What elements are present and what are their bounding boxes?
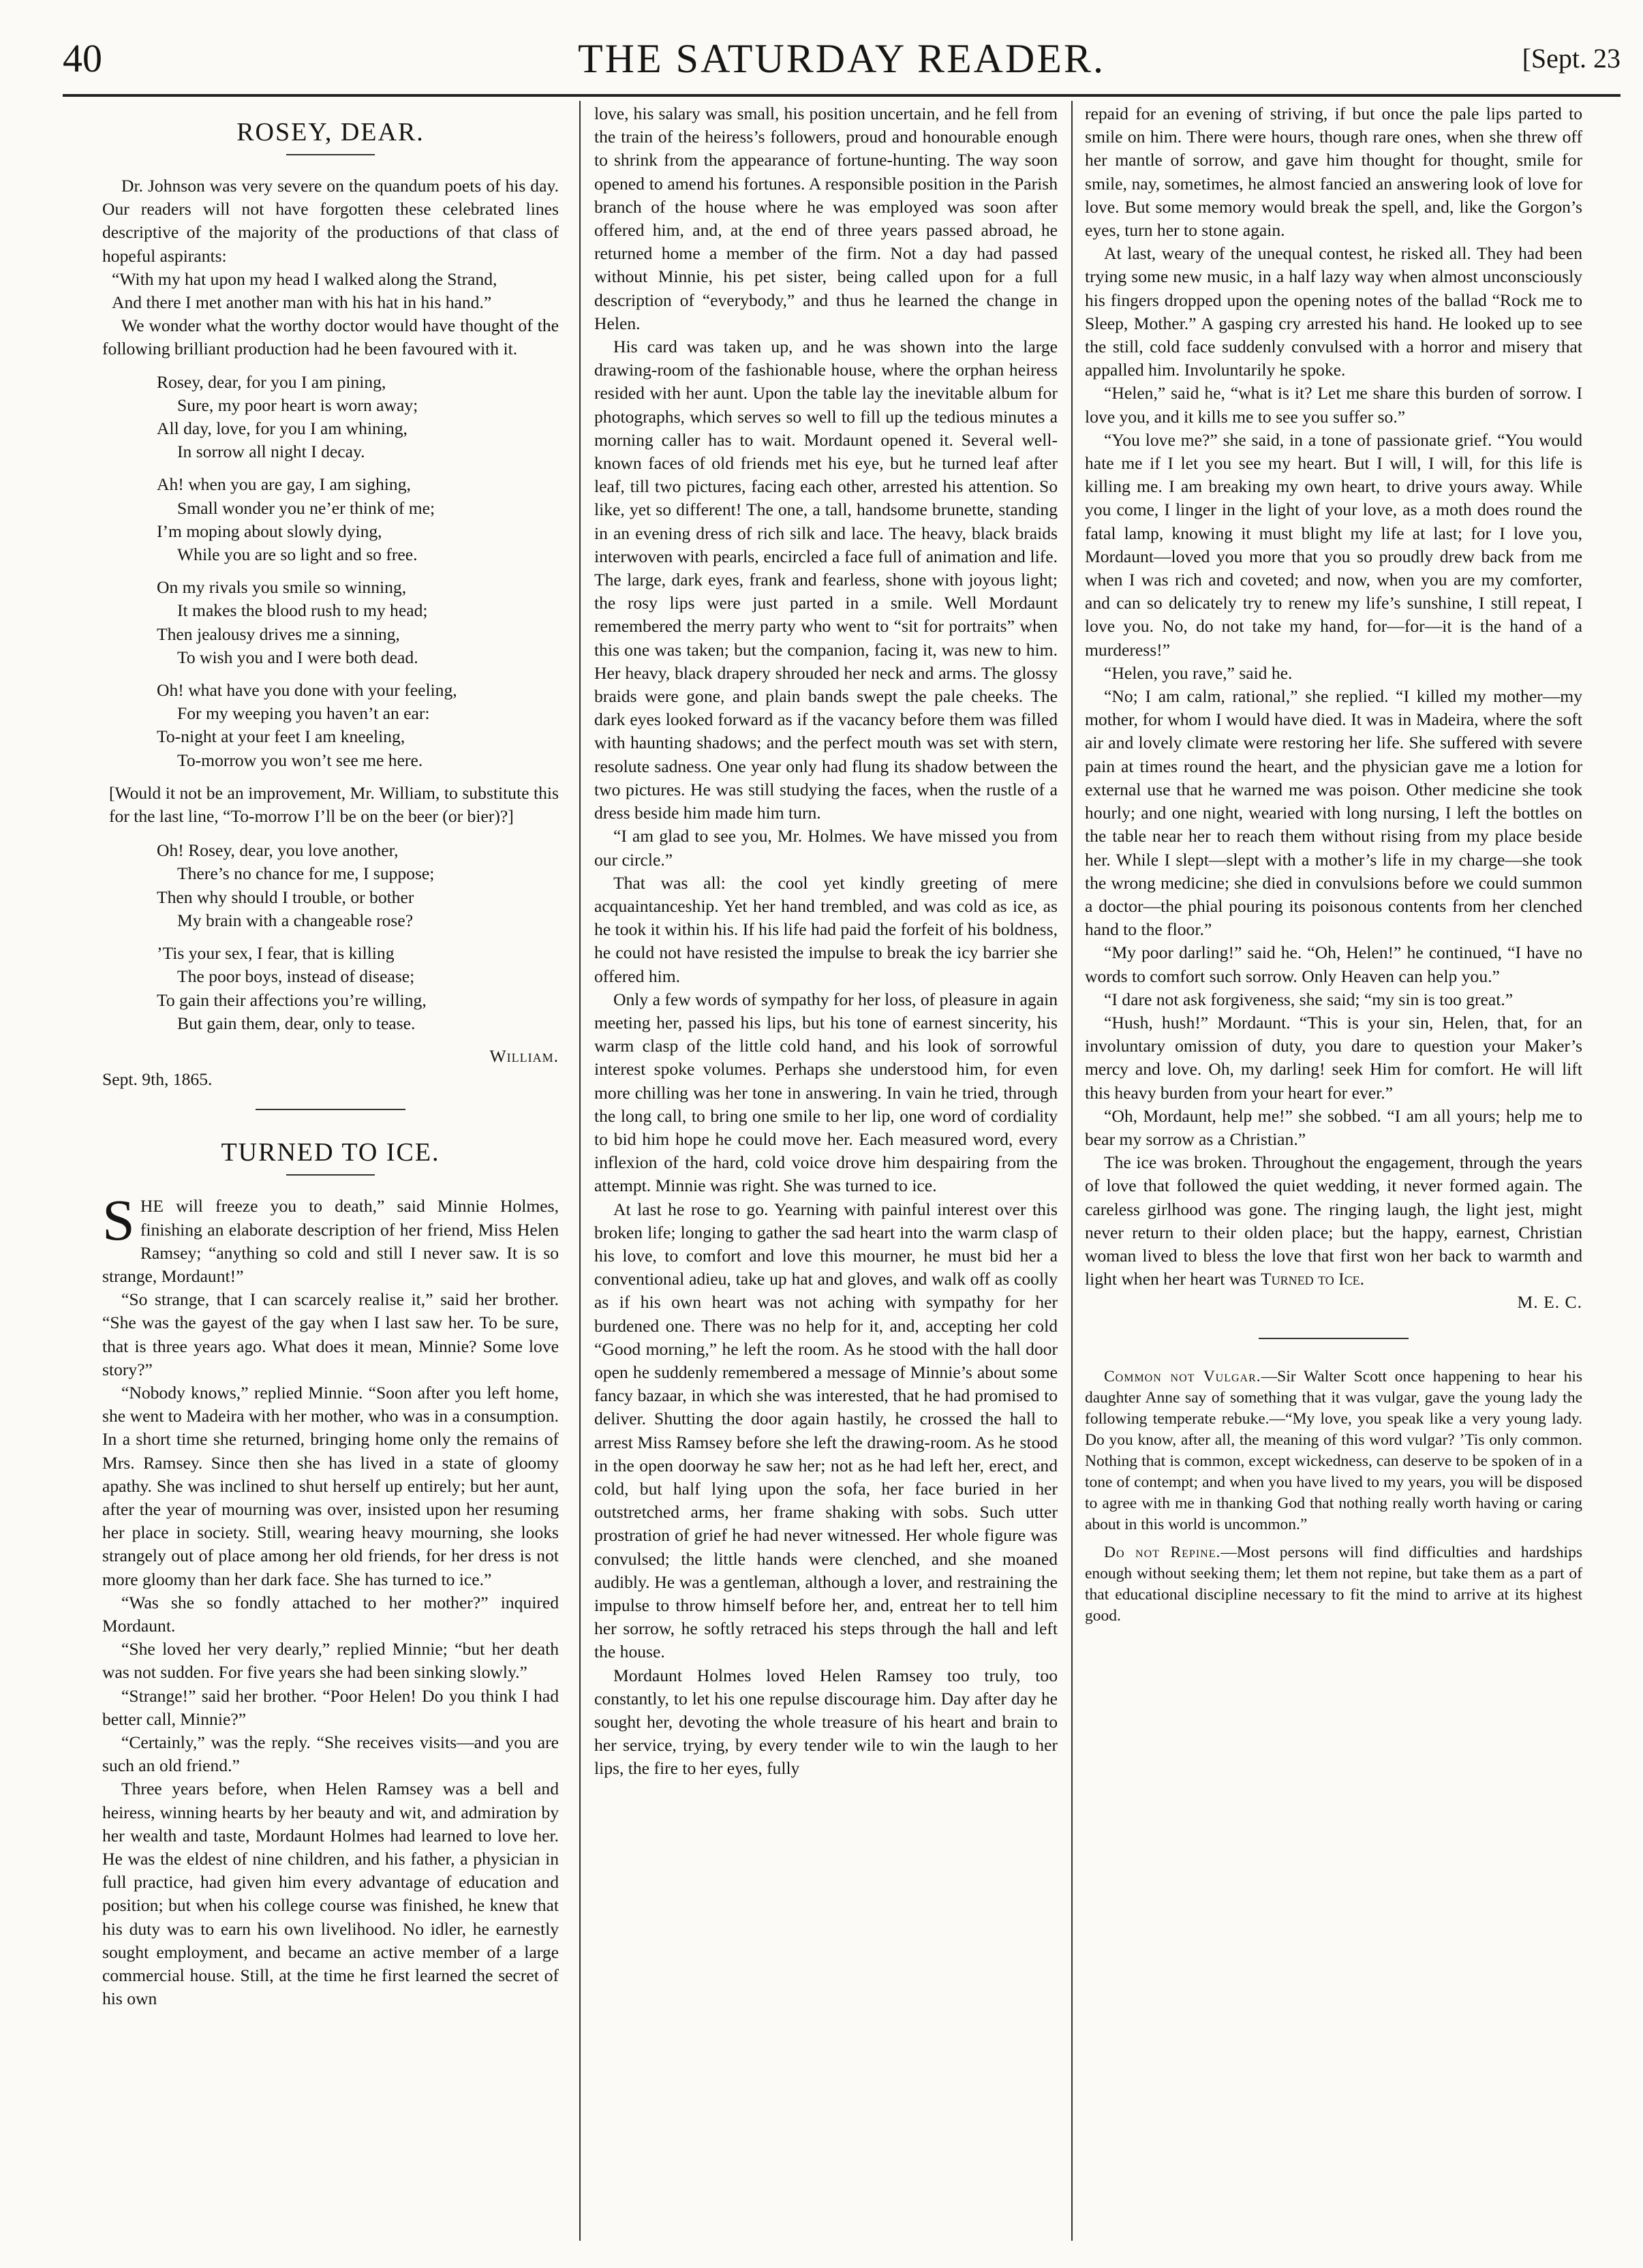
poem-stanza	[157, 839, 559, 932]
story-paragraph: Only a few words of sympathy for her loss, of pleasure in again meeting her, passed his lips, but his tone of earnest sincerity, his warm clasp of the little cold hand, and his look of sorrowful interest spoke volumes. Perhaps she understood him, for even more chilling was her tone in answering. In vain he tried, through the long call, to bring one smile to her lip, one word of cordiality to bid him hope he could move her. Each measured word, every inflexion of the hard, cold voice drove him despairing from the attempt. Minnie was right. She was turned to ice.	[594, 989, 1058, 1196]
poem-line: Sure, my poor heart is worn away;	[177, 395, 418, 415]
story-paragraph	[102, 1187, 559, 1288]
column-divider	[579, 101, 581, 2241]
publication-title: THE SATURDAY READER.	[578, 36, 1105, 81]
poem-line: There’s no chance for me, I suppose;	[177, 863, 435, 884]
poem-line: Then why should I trouble, or bother	[157, 887, 414, 907]
poem-line: ’Tis your sex, I fear, that is killing	[157, 943, 395, 964]
story-signature: M. E. C.	[1517, 1292, 1582, 1313]
story-paragraph: “So strange, that I can scarcely realise it,” said her brother. “She was the gayest of the gay when I last saw her. To be sure, that is three years ago. What does it mean, Minnie? Some love story?”	[102, 1289, 559, 1379]
poem-stanza	[157, 942, 559, 1035]
story-paragraph: “My poor darling!” said he. “Oh, Helen!” he continued, “I have no words to comfort such sorrow. Only Heaven can help you.”	[1085, 943, 1582, 986]
poem-line: But gain them, dear, only to tease.	[177, 1013, 416, 1033]
column-1	[102, 102, 559, 2249]
poem-line: For my weeping you haven’t an ear:	[177, 703, 430, 724]
poem-title: ROSEY, DEAR.	[236, 118, 425, 147]
poem-intro-quote: “With my hat upon my head I walked along the Strand,	[112, 269, 497, 289]
title-rule	[286, 1174, 375, 1176]
poem-line: Oh! Rosey, dear, you love another,	[157, 840, 399, 861]
closing-words: Turned to Ice.	[1261, 1269, 1365, 1289]
story-paragraph: “Was she so fondly attached to her mother?” inquired Mordaunt.	[102, 1592, 559, 1636]
poem-line: Oh! what have you done with your feeling,	[157, 680, 457, 701]
misc-paragraph	[1085, 1542, 1582, 1627]
misc-text: —Most persons will find difficulties and hardships enough without seeking them; let them not repine, but take them as a part of that educational discipline necessary to fit the mind to arrive at its highest good.	[1085, 1543, 1582, 1625]
poem-line: Small wonder you ne’er think of me;	[177, 497, 435, 518]
story-title: TURNED TO ICE.	[221, 1138, 440, 1167]
poem-line: To gain their affections you’re willing,	[157, 990, 427, 1010]
section-rule	[256, 1109, 405, 1110]
poem-intro-quote: And there I met another man with his hat in his hand.”	[112, 292, 492, 313]
story-text: HE will freeze you to death,” said Minnie Holmes, finishing an elaborate description of her friend, Miss Helen Ramsey; “anything so cold and still I never saw. It is so strange, Mordaunt!”	[102, 1196, 559, 1286]
story-paragraph: Mordaunt Holmes loved Helen Ramsey too truly, too constantly, to let his one repulse discourage him. Day after day he sought her, devoting the whole treasure of his heart and brain to her service, trying, by every tender wile to win the laugh to her lips, the fire to her eyes, fully	[594, 1665, 1058, 1779]
page-number: 40	[63, 36, 102, 80]
poem-line: My brain with a changeable rose?	[177, 910, 414, 930]
poem-line: All day, love, for you I am whining,	[157, 418, 408, 439]
story-paragraph: His card was taken up, and he was shown into the large drawing-room of the fashionable house, where the orphan heiress resided with her aunt. Upon the table lay the inevitable album for photographs, which serves so well to fill up the tedious minutes a morning caller has to wait. Mordaunt opened it. Several well-known faces of old friends met his eye, but he turned leaf after leaf, till two pictures, facing each other, arrested his attention. So like, yet so different! The one, a tall, handsome brunette, standing in an evening dress of rich silk and lace. The heavy, black braids interwoven with pearls, encircled a face full of animation and life. The large, dark eyes, frank and fearless, shone with joyous light; the rosy lips were just parted in a smile. Well Mordaunt remembered the merry party who went to “sit for portraits” when this one was taken; but the companion, facing it, was new to him. Her heavy, black drapery shrouded her neck and arms. The glossy braids were gone, and plain bands swept the pale cheeks. The dark eyes looked forward as if the vacancy before them was filled with haunting shadows; and the perfect mouth was set with stern, resolute sadness. One year only had flung its shadow between the two pictures. He was still studying the faces, when the rustle of a dress beside him made him turn.	[594, 337, 1058, 823]
column-2	[594, 102, 1058, 2249]
story-paragraph: “No; I am calm, rational,” she replied. “I killed my mother—my mother, for whom I would have died. It was in Madeira, where the soft air and lovely climate were restoring her life. She suffered with severe pain at times round the heart, and the physician gave me a lotion for external use that he warned me was poison. Other medicine she took hourly; and one night, wearied with long nursing, I left the bottles on the table near her to reach them without rising from my place beside her. While I slept—slept with a mother’s life in my charge—she took the wrong medicine; she died in convulsions before we could summon a doctor—the phial pouring its poisonous contents from her clenched hand to the floor.”	[1085, 686, 1582, 940]
story-paragraph: At last, weary of the unequal contest, he risked all. They had been trying some new music, in a half lazy way when almost unconsciously his fingers dropped upon the opening notes of the ballad “Rock me to Sleep, Mother.” A gasping cry arrested his hand. He looked up to see the still, cold face suddenly convulsed with a horror and misery that appalled him. Involuntarily he spoke.	[1085, 243, 1582, 380]
story-paragraph: “Certainly,” was the reply. “She receives visits—and you are such an old friend.”	[102, 1732, 559, 1776]
story-paragraph: “She loved her very dearly,” replied Minnie; “but her death was not sudden. For five years she had been sinking slowly.”	[102, 1639, 559, 1683]
poem-line: Then jealousy drives me a sinning,	[157, 624, 400, 644]
story-paragraph: That was all: the cool yet kindly greeting of mere acquaintanceship. Yet her hand trembled, and was cold as ice, as he took it within his. If his life had paid the forfeit of his boldness, he could not have resisted the impulse to break the icy barrier she offered him.	[594, 872, 1058, 986]
section-rule	[1259, 1338, 1409, 1339]
story-text: The ice was broken. Throughout the engagement, through the years of love that followed the quiet wedding, it never formed again. The careless girlhood was gone. The ringing laugh, the light jest, might never return to their olden place; but the happy, earnest, Christian woman lived to bless the love that first won her back to warmth and light when her heart was	[1085, 1152, 1582, 1289]
story-paragraph	[1085, 1151, 1582, 1291]
misc-heading: Do not Repine.	[1104, 1543, 1221, 1561]
poem-line: The poor boys, instead of disease;	[177, 966, 415, 987]
story-paragraph: love, his salary was small, his position uncertain, and he fell from the train of the heiress’s followers, proud and honourable enough to shrink from the appearance of fortune-hunting. The way soon opened to amend his fortunes. A responsible position in the Parish branch of the house where he was employed was soon after offered him, and, at the end of three years passed abroad, he returned home a member of the firm. Not a day had passed without Minnie, his pet sister, being called upon for a full description of “everybody,” and thus he learned the change in Helen.	[594, 104, 1058, 333]
poem-stanza	[157, 576, 559, 669]
issue-date: [Sept. 23	[1522, 43, 1621, 74]
misc-heading: Common not Vulgar.	[1104, 1367, 1261, 1385]
masthead	[63, 35, 1621, 91]
column-divider	[1071, 101, 1073, 2241]
story-paragraph: repaid for an evening of striving, if but once the pale lips parted to smile on him. There were hours, though rare ones, when she threw off her mantle of sorrow, and gave him thought for thought, smile for smile, nay, sometimes, he almost fancied an answering look of love for love. But some memory would break the spell, and, like the Gorgon’s eyes, turn her to stone again.	[1085, 104, 1582, 241]
miscellany	[1085, 1366, 1582, 1627]
poem-line: Rosey, dear, for you I am pining,	[157, 371, 386, 392]
poem-line: To wish you and I were both dead.	[177, 647, 418, 667]
poem-stanza	[157, 371, 559, 464]
story-paragraph: “Helen, you rave,” said he.	[1104, 662, 1293, 683]
story-paragraph: Three years before, when Helen Ramsey was a bell and heiress, winning hearts by her beauty and wit, and admiration by her wealth and taste, Mordaunt Holmes had learned to love her. He was the eldest of nine children, and his father, a physician in full practice, had given him every advantage of education and position; but when his college course was finished, he knew that his duty was to earn his own livelihood. No idler, he earnestly sought employment, and became an active member of a large commercial house. Still, at the time he first learned the secret of his own	[102, 1779, 559, 2009]
poem-date: Sept. 9th, 1865.	[102, 1069, 213, 1090]
header-rule	[63, 94, 1621, 97]
poem-line: I’m moping about slowly dying,	[157, 521, 382, 541]
poem-line: To-morrow you won’t see me here.	[177, 750, 423, 770]
story-paragraph: “Hush, hush!” Mordaunt. “This is your sin, Helen, that, for an involuntary omission of duty, you dare to question your Maker’s mercy and love. Oh, my darling! seek Him for comfort. He will lift this heavy burden from your heart for ever.”	[1085, 1012, 1582, 1103]
story-paragraph: At last he rose to go. Yearning with painful interest over this broken life; longing to gather the sad heart into the warm clasp of his love, to comfort and love this mourner, he must bid her a conventional adieu, take up hat and gloves, and walk off as coolly as if his own heart was not aching with sympathy for her burdened one. There was no help for it, and, accepting her cold “Good morning,” he left the room. As he stood with the hall door open he suddenly remembered a message of Minnie’s about some fancy bazaar, in which she was interested, that he had promised to deliver. Shutting the door again hastily, he crossed the hall to arrest Miss Ramsey before she left the drawing-room. As he stood in the open doorway he saw her; not as he had left her, erect, and cold, but half lying upon the sofa, her face buried in her outstretched arms, her frame shaking with sobs. Such utter prostration of grief he had never witnessed. Her whole figure was convulsed; the little hands were clenched, and she moaned audibly. He was a gentleman, although a lover, and restraining the impulse to throw himself before her, and, entreat her to tell him her sorrow, he softly retraced his steps through the hall and left the house.	[594, 1199, 1058, 1662]
poem-stanza	[157, 473, 559, 566]
editor-note: [Would it not be an improvement, Mr. William, to substitute this for the last line, “To-morrow I’ll be on the beer (or bier)?]	[109, 782, 559, 827]
drop-cap: S	[102, 1187, 135, 1253]
poem-line: It makes the blood rush to my head;	[177, 600, 428, 621]
poem-line: In sorrow all night I decay.	[177, 442, 365, 462]
misc-text: —Sir Walter Scott once happening to hear his daughter Anne say of something that it was vulgar, gave the young lady the following temperate rebuke.—“My love, you speak like a very young lady. Do you know, after all, the meaning of this word vulgar? ’Tis only common. Nothing that is common, except wickedness, can deserve to be spoken of in a tone of contempt; and when you have lived to my years, you will be disposed to agree with me in thanking God that nothing really worth having or caring about in this world is uncommon.”	[1085, 1367, 1582, 1533]
story-paragraph: “I dare not ask forgiveness, she said; “my sin is too great.”	[1104, 989, 1514, 1009]
poem-line: To-night at your feet I am kneeling,	[157, 726, 405, 747]
story-paragraph: “I am glad to see you, Mr. Holmes. We have missed you from our circle.”	[594, 826, 1058, 870]
story-paragraph: “You love me?” she said, in a tone of passionate grief. “You would hate me if I let you see my heart. But I will, I will, for this life is killing me. I am breaking my own heart, to drive yours away. While you come, I linger in the light of your love, as a moth does round the fatal lamp, knowing it must blight my life at last; for I love you, Mordaunt—loved you more that you so proudly drew back from me when I was rich and coveted; and now, when you are my comforter, and can so delicately try to renew my life’s sunshine, I still repeat, I love you. No, do not take my hand, for—for—it is the hand of a murderess!”	[1085, 429, 1582, 660]
poem-intro: We wonder what the worthy doctor would have thought of the following brilliant production had he been favoured with it.	[102, 316, 559, 359]
poem-line: On my rivals you smile so winning,	[157, 577, 407, 598]
story-paragraph: “Nobody knows,” replied Minnie. “Soon after you left home, she went to Madeira with her mother, who was in a consumption. In a short time she returned, bringing home only the remains of Mrs. Ramsey. Since then she has lived in a state of gloomy apathy. She was inclined to shut herself up entirely; but her aunt, after the year of mourning was over, insisted upon her resuming her place in society. Still, wearing heavy mourning, she looks strangely out of place among her old friends, for her dress is not more gloomy than her dark face. She has turned to ice.”	[102, 1382, 559, 1589]
title-rule	[286, 154, 375, 155]
misc-paragraph	[1085, 1366, 1582, 1535]
story-paragraph: “Strange!” said her brother. “Poor Helen! Do you think I had better call, Minnie?”	[102, 1685, 559, 1729]
poem-signature: William.	[489, 1045, 559, 1066]
story-paragraph: “Oh, Mordaunt, help me!” she sobbed. “I am all yours; help me to bear my sorrow as a Christian.”	[1085, 1105, 1582, 1149]
column-3	[1085, 102, 1582, 2249]
poem-line: Ah! when you are gay, I am sighing,	[157, 474, 411, 495]
poem-stanza	[157, 679, 559, 772]
story-paragraph: “Helen,” said he, “what is it? Let me share this burden of sorrow. I love you, and it kills me to see you suffer so.”	[1085, 383, 1582, 427]
poem-line: While you are so light and so free.	[177, 545, 418, 565]
poem-intro: Dr. Johnson was very severe on the quandum poets of his day. Our readers will not have forgotten these celebrated lines descriptive of the majority of the productions of that class of hopeful aspirants:	[102, 176, 559, 266]
